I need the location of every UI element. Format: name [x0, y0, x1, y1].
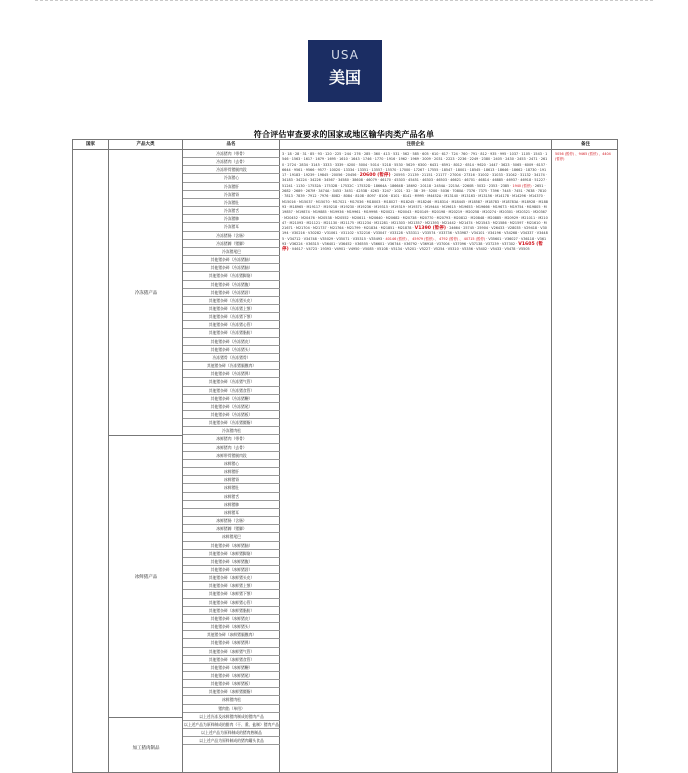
col-header-category: 产品大类: [109, 140, 183, 150]
category-chilled-pork: 冰鲜猪产品: [109, 436, 183, 718]
product-row: 其他猪杂碎（冰鲜猪膈膜肉）: [183, 631, 280, 639]
category-frozen-pork: 冷冻猪产品: [109, 150, 183, 436]
country-name-cn: 美国: [328, 68, 361, 87]
suspended-note: 1940 (暂停): [512, 183, 532, 188]
product-row: 以上述产品为原料制成的腊肉（干、熏、盐制）猪肉产品: [183, 721, 280, 729]
category-processed-pork: 加工猪肉制品: [132, 746, 160, 751]
product-row: 其他猪杂碎（冷冻猪食管）: [183, 387, 280, 395]
product-row: 冷冻猪蹄（猪脚）: [183, 240, 280, 248]
product-row: 其他猪杂碎（冰鲜猪尾）: [183, 672, 280, 680]
product-row: 其他猪杂碎（冷冻猪皮）: [183, 338, 280, 346]
product-row: 冷冻猪肚: [183, 199, 280, 207]
product-row: 其他猪杂碎（冷冻猪尾）: [183, 403, 280, 411]
product-row: 其他猪杂碎（冰鲜猪唇）: [183, 566, 280, 574]
enterprise-codes-part: · 20593 · 21139 · 21151 · 21177 · 27004 · 27316 · 31002 · 31033 · 31042 · 31132 · 34174 · 34183 · 34224 · 34226 · 34567 · 34580 · 38608 · 46079 · 46170 · 45303 · 45451 · 46303 · 46503 · 46621 · 46701 · 46814 · 46885 · 46937 · 46918 · 51227 · 51241 · 1130 · 17532A · 17532B · 17532C · 17532D · 18664A · 18664B · 18692 · 20118 · 2454A · 2215A · 2260B · 5032 · 2353 · 2385 ·: [282, 173, 548, 188]
product-row: 其他猪杂碎（冰鲜猪脚筋）: [183, 550, 280, 558]
product-row: 冰鲜猪蹄（猪脚）: [183, 525, 280, 533]
product-row: 冰鲜猪心: [183, 460, 280, 468]
col-header-enterprises: 注册企业: [280, 140, 552, 150]
product-row: 其他猪杂碎（冷冻猪脂肪）: [183, 329, 280, 337]
product-row: 冷冻猪骨（冷冻猪骨）: [183, 354, 280, 362]
product-row: 冷冻猪肉（去骨）: [183, 158, 280, 166]
suspended-note: 40146 (暂停) 、 45979 (暂停) 、 4792 (暂停) 、 40715 (暂停): [385, 236, 486, 241]
product-row: 其他猪杂碎（冷冻猪膈膜肉）: [183, 362, 280, 370]
product-row: 冰鲜猪肠（含肠）: [183, 517, 280, 525]
product-row: 冷冻猪舌: [183, 207, 280, 215]
product-row: 其他猪杂碎（冷冻猪鞭）: [183, 395, 280, 403]
product-row: 冷冻猪尾巴: [183, 248, 280, 256]
product-row: 冰鲜猪尾巴: [183, 533, 280, 541]
product-row: 冷冻猪肉松: [183, 427, 280, 435]
product-row: 其他猪杂碎（冷冻猪气管）: [183, 378, 280, 386]
product-row: 其他猪杂碎（冰鲜猪头）: [183, 623, 280, 631]
product-row: 冰鲜猪肉松: [183, 696, 280, 704]
product-row: 冰鲜猪肉（去骨）: [183, 444, 280, 452]
product-row: 其他猪杂碎（冰鲜猪脂肪）: [183, 607, 280, 615]
product-row: 其他猪杂碎（冰鲜猪膘脂）: [183, 688, 280, 696]
col-header-country: 国家: [73, 140, 109, 150]
product-row: 其他猪杂碎（冰鲜猪头皮）: [183, 574, 280, 582]
document-title: 符合评估审查要求的国家或地区输华肉类产品名单: [253, 130, 435, 139]
product-row: 其他猪杂碎（冰鲜猪鞭）: [183, 664, 280, 672]
product-row: 以上述产品为原料制成的猪肉熟制品: [183, 729, 280, 737]
product-row: 其他猪杂碎（冷冻猪脚筋）: [183, 272, 280, 280]
product-row: 其他猪杂碎（冷冻猪板）: [183, 411, 280, 419]
country-name-en: USA: [331, 48, 359, 62]
product-row: 冰鲜猪肚: [183, 484, 280, 492]
product-row: 冰鲜猪舌: [183, 493, 280, 501]
product-row: 其他猪杂碎（冷冻猪脑）: [183, 256, 280, 264]
product-row: 冰鲜猪耳: [183, 509, 280, 517]
product-row: 其他猪杂碎（冷冻猪唇）: [183, 289, 280, 297]
product-row: 其他猪杂碎（冰鲜猪脑）: [183, 542, 280, 550]
product-row: 其他猪杂碎（冷冻猪头皮）: [183, 297, 280, 305]
product-row: 冰鲜猪肺: [183, 501, 280, 509]
product-row: 其他猪杂碎（冰鲜猪腹）: [183, 558, 280, 566]
product-row: 其他猪杂碎（冷冻猪心管）: [183, 321, 280, 329]
product-row: 其他猪杂碎（冷冻猪膘脂）: [183, 419, 280, 427]
top-divider: [35, 0, 653, 1]
product-row: 其他猪杂碎（冰鲜猪心管）: [183, 599, 280, 607]
product-row: 冷冻带骨猪腿肉段: [183, 166, 280, 174]
product-row: 冰鲜猪肉（带骨）: [183, 435, 280, 443]
product-row: 其他猪杂碎（冷冻猪上颚）: [183, 305, 280, 313]
suspended-highlight: V1605 (暂停): [282, 242, 543, 253]
product-row: 其他猪杂碎（冰鲜猪气管）: [183, 648, 280, 656]
registration-table: [72, 139, 618, 773]
product-row: 其他猪杂碎（冰鲜猪下颚）: [183, 590, 280, 598]
product-row: 其他猪杂碎（冰鲜猪上颚）: [183, 582, 280, 590]
product-row: 猪肉馅（单用）: [183, 705, 280, 713]
product-row: 冰鲜猪肝: [183, 468, 280, 476]
remarks: 5056 (暂停) 、9465 (暂停) 、4404 (暂停): [555, 152, 611, 161]
product-row: 其他猪杂碎（冷冻猪头）: [183, 346, 280, 354]
enterprise-codes-part: · 24664 · 25745 · 25904 · V26433 · V28035 · V29418 · V30194 · V30216 · V30282 · V31061 · V31102 · V32216 · V33047 · V33128 · V33311 · V33574 · V33736 · V33987 · V34101 · V34196 · V34268 · V34337 · V34485 · V34712 · V34748 · V35029 · V35071 · V35315 · V35493 ·: [282, 226, 548, 241]
product-row: 其他猪杂碎（冷冻猪下颚）: [183, 313, 280, 321]
suspended-highlight: V1390 (暂停): [414, 226, 446, 232]
product-row: 其他猪杂碎（冰鲜猪皮）: [183, 615, 280, 623]
product-row: 其他猪杂碎（冷冻猪鼻）: [183, 370, 280, 378]
col-header-product: 品名: [183, 140, 280, 150]
product-row: 其他猪杂碎（冰鲜猪食管）: [183, 656, 280, 664]
product-row: 以上述产品为原料制成的猪肉罐头食品: [183, 737, 280, 745]
product-row: 其他猪杂碎（冰鲜猪板）: [183, 680, 280, 688]
product-row: 冷冻猪肠（含肠）: [183, 232, 280, 240]
product-row: 其他猪杂碎（冰鲜猪鼻）: [183, 639, 280, 647]
product-row: 冰鲜带骨猪腿肉段: [183, 452, 280, 460]
product-row: 冰鲜猪肾: [183, 476, 280, 484]
product-list: [183, 150, 280, 745]
product-row: 其他猪杂碎（冷冻猪腹）: [183, 281, 280, 289]
enterprise-codes: [279, 150, 551, 255]
product-row: 冷冻猪肝: [183, 183, 280, 191]
product-row: 其他猪杂碎（冷冻猪脑）: [183, 264, 280, 272]
suspended-highlight: 20600 (暂停): [359, 173, 391, 179]
product-row: 冷冻猪肺: [183, 215, 280, 223]
enterprise-codes-part: · 2651 · 2682 · 2689 · 267M · 3474A · 3453 · 3451 · 4253B · 4263 · 3247 · 1021 · 32 · 38 · 39 · 5200 · 5036 · 7080A · 7376 · 7375 · 7396 · 7445 · 7451 · 7638 · 7810 · 7813 · 7839 · 7912 · 7976 · 8082 · 8084 · 8108 · 8097 · 8106 · 8101 · 8141 · M995 · M4452A · M13140 · M13163 · M13156 · M14178 · M14296 · M14370 · M15016 · M15037 · M15070 · M17021 · M17036 · M18003 · M18027 · M18245 · M18246 · M18314 · M18445 · M18587 · M18783 · M18783A · M18928 · M18893 · M18965 · M19117 · M19218 · M19230 · M19236 · M19315 · M19319 · M19371 · M19444 · M19615 · M19653 · M19666 · M19673 · M19754 · M19805 · M19857 · M19874 · M19885 · M19936 · M19961 · M19998 · M20021 · M20043 · M20149 · M20198 · M20219 · M20258 · M20274 · M20301 · M20321 · M20367 · M20452 · M20476 · M20538 · M20552 · M20611 · M20640 · M20682 · M20738 · M20770 · M20793 · M20812 · M20848 · M20885 · M20929 · M21011 · M21047 · M21093 · M21121 · M21130 · M21175 · M21234 · M21281 · M21303 · M21357 · M21393 · M21442 · M21474 · M21543 · M21586 · M21597 · M21610 · M21671 · M21704 · M21737 · M21764 · M21799 · M21834 · M21851 · M21878 ·: [282, 183, 548, 231]
product-row: 冷冻猪肾: [183, 191, 280, 199]
enterprise-codes-part: 3 · 18 · 28 · 31 · 85 · 93 · 120 · 225 · 244 · 276 · 285 · 360 · 413 · 531 · 562 · 585 · 605 · 610 · 617 · 724 · 760 · 791 · 812 · 935 · 995 · 1037 · 1105 · 1543 · 1546 · 1563 · 1617 · 1679 · 1695 · 1610 · 1643 · 1746 · 1770 · 1916 · 1962 · 1969 · 2009 · 2031 · 2223 · 2236 · 2249 · 2380 · 2405 · 2430 · 2453 · 2471 · 2610 · 2724 · 2834 · 3145 · 3333 · 3339 · 4200 · 5004 · 5014 · 5218 · 5530 · 5629 · 6300 · 6431 · 6591 · 8012 · 6514 · 9620 · 1447 · 3623 · 5065 · 6009 · 6157 · 6644 · 9561 · 9566 · 9577 · 10020 · 13334 · 13351 · 13557 · 15570 · 17000 · 17267 · 17555 · 18547 · 18001 · 18545 · 18613 · 18646 · 18662 · 18730 · 19117 · 19183 · 19239 · 19845 · 20056 · 20456 ·: [282, 152, 548, 178]
col-header-notes: 备注: [552, 140, 618, 150]
product-row: 冷冻猪耳: [183, 223, 280, 231]
product-row: 冷冻猪肉（带骨）: [183, 150, 280, 158]
country-column: [73, 150, 109, 772]
enterprise-codes-part: · V35601 · V36027 · V36118 · V36193 · V36224 · V36315 · V36401 · V36452 · V36555 · V36601 · V36744 · V36792 · V36918 · V37004 · V37096 · V37138 · V37239 · V37302 ·: [282, 236, 547, 247]
enterprise-codes-part: · V4617 · V4723 · 19393 · V4901 · V4950 · V5085 · V5108 · V5134 · V5201 · V5227 · V5254 · V5310 · V5356 · V5402 · V5433 · V5478 · V5505: [289, 247, 530, 252]
product-row: 以上述冷冻及冰鲜猪肉制成的猪肉产品: [183, 713, 280, 721]
product-row: 冷冻猪心: [183, 174, 280, 182]
country-badge: [308, 40, 382, 102]
